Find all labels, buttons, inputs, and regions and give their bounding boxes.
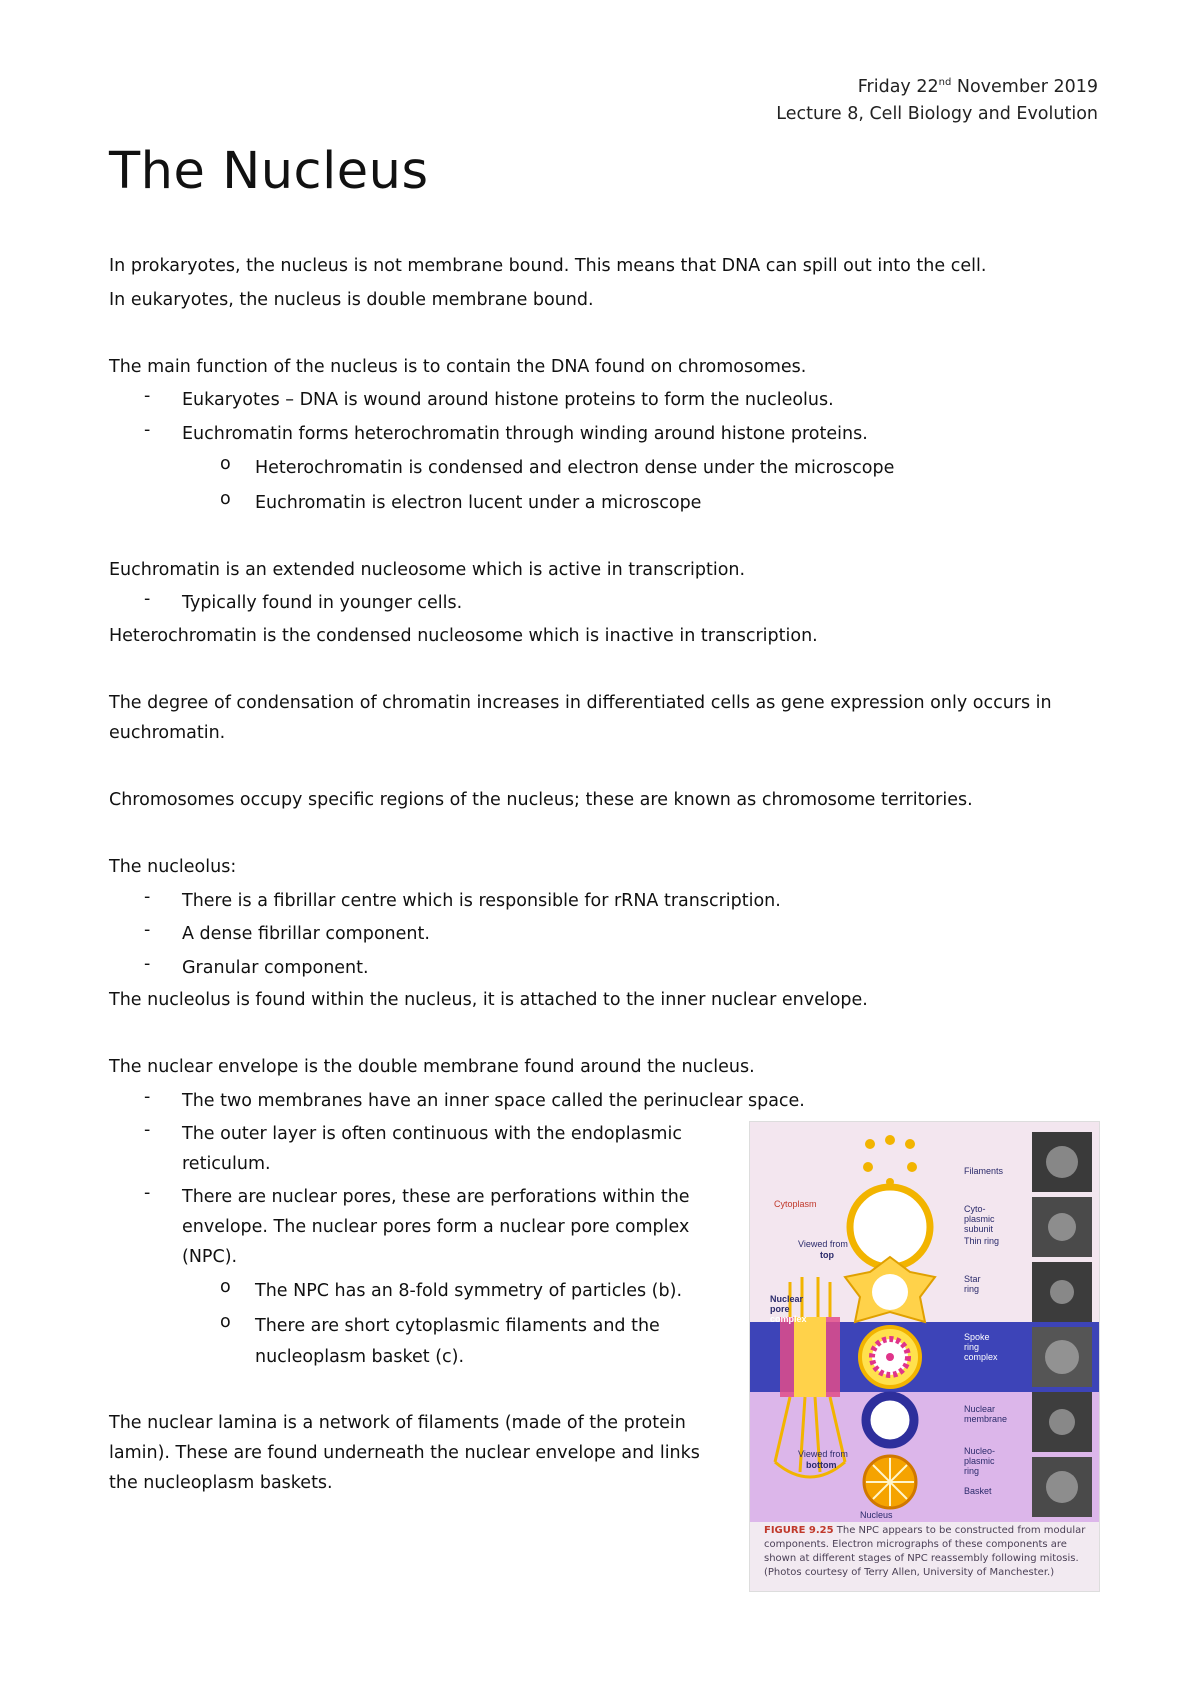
svg-text:membrane: membrane xyxy=(964,1414,1008,1424)
svg-text:ring: ring xyxy=(964,1466,980,1476)
thin-ring xyxy=(850,1187,930,1267)
header-date: Friday 22nd November 2019 xyxy=(857,77,1098,97)
figure-caption-label: FIGURE 9.25 xyxy=(764,1525,834,1536)
svg-text:complex: complex xyxy=(770,1314,807,1324)
dash-bullet-marker: - xyxy=(144,386,151,406)
dash-bullet-marker: - xyxy=(144,1087,151,1107)
dash-bullet-marker: - xyxy=(144,420,151,440)
star-ring-hole xyxy=(872,1274,908,1310)
label-viewed-top-2: top xyxy=(820,1250,834,1260)
svg-text:Nucleus: Nucleus xyxy=(860,1510,893,1520)
paragraph-line: The nuclear envelope is the double membrane found around the nucleus. xyxy=(109,1057,755,1077)
dash-bullet-marker: - xyxy=(144,1183,151,1203)
spoke-ring-center xyxy=(886,1353,894,1361)
paragraph-line: lamin). These are found underneath the nuclear envelope and links xyxy=(109,1443,700,1463)
dash-bullet-marker: - xyxy=(144,954,151,974)
label-viewed-top: Viewed from xyxy=(798,1239,848,1249)
paragraph-line: euchromatin. xyxy=(109,723,226,743)
circle-bullet-marker: o xyxy=(220,1277,231,1297)
figure-caption-text: The NPC appears to be constructed from modular components. Electron micrographs of these components are shown at different stages of NPC reassembly following mitosis. (Photos courtesy of Terry Allen, University of Manchester.) xyxy=(764,1525,1086,1578)
bullet-item: Eukaryotes – DNA is wound around histone proteins to form the nucleolus. xyxy=(182,390,834,410)
bullet-item: The outer layer is often continuous with the endoplasmic xyxy=(182,1124,682,1144)
paragraph-line: The nuclear lamina is a network of filaments (made of the protein xyxy=(109,1413,686,1433)
circle-bullet-marker: o xyxy=(220,1312,231,1332)
label-cytoplasm: Cytoplasm xyxy=(774,1199,817,1209)
circle-bullet-marker: o xyxy=(220,454,231,474)
header-date-block xyxy=(776,74,1098,128)
svg-text:Thin ring: Thin ring xyxy=(964,1236,1000,1246)
circle-bullet-marker: o xyxy=(220,489,231,509)
svg-text:Basket: Basket xyxy=(964,1486,992,1496)
paragraph-line: Chromosomes occupy specific regions of the nucleus; these are known as chromosome territories. xyxy=(109,790,973,810)
svg-text:plasmic: plasmic xyxy=(964,1214,995,1224)
header-lecture: Lecture 8, Cell Biology and Evolution xyxy=(776,104,1098,124)
paragraph-line: Heterochromatin is the condensed nucleosome which is inactive in transcription. xyxy=(109,626,818,646)
bullet-item: There is a fibrillar centre which is responsible for rRNA transcription. xyxy=(182,891,781,911)
svg-text:complex: complex xyxy=(964,1352,998,1362)
bullet-item-continuation: (NPC). xyxy=(182,1247,238,1267)
basket-spokes xyxy=(866,1458,914,1506)
svg-text:Spoke: Spoke xyxy=(964,1332,990,1342)
paragraph-line: In prokaryotes, the nucleus is not membrane bound. This means that DNA can spill out into the cell. xyxy=(109,256,987,276)
svg-text:plasmic: plasmic xyxy=(964,1456,995,1466)
membrane-ring xyxy=(866,1396,914,1444)
sub-bullet-item: There are short cytoplasmic filaments and the xyxy=(255,1316,660,1336)
svg-text:Cyto-: Cyto- xyxy=(964,1204,986,1214)
paragraph-line: In eukaryotes, the nucleus is double membrane bound. xyxy=(109,290,594,310)
figure-labels xyxy=(774,1199,817,1209)
paragraph-line: The degree of condensation of chromatin increases in differentiated cells as gene expression only occurs in xyxy=(109,693,1052,713)
svg-text:Nuclear: Nuclear xyxy=(964,1404,996,1414)
svg-text:Viewed from: Viewed from xyxy=(798,1449,848,1459)
dash-bullet-marker: - xyxy=(144,1120,151,1140)
paragraph-line: the nucleoplasm baskets. xyxy=(109,1473,333,1493)
bullet-item: The two membranes have an inner space called the perinuclear space. xyxy=(182,1091,805,1111)
svg-text:pore: pore xyxy=(770,1304,790,1314)
svg-text:Nuclear: Nuclear xyxy=(770,1294,804,1304)
sub-bullet-item: Heterochromatin is condensed and electron dense under the microscope xyxy=(255,458,895,478)
npc-figure xyxy=(749,1121,1100,1592)
sub-bullet-continuation: nucleoplasm basket (c). xyxy=(255,1347,465,1367)
bullet-item-continuation: reticulum. xyxy=(182,1154,271,1174)
paragraph-line: The nucleolus is found within the nucleus, it is attached to the inner nuclear envelope. xyxy=(109,990,868,1010)
dash-bullet-marker: - xyxy=(144,920,151,940)
bullet-item: There are nuclear pores, these are perforations within the xyxy=(182,1187,690,1207)
svg-text:ring: ring xyxy=(964,1342,980,1352)
page-title: The Nucleus xyxy=(109,142,429,201)
figure-caption xyxy=(764,1524,1086,1580)
svg-text:subunit: subunit xyxy=(964,1224,994,1234)
paragraph-line: Euchromatin is an extended nucleosome which is active in transcription. xyxy=(109,560,746,580)
svg-text:Filaments: Filaments xyxy=(964,1166,1004,1176)
sub-bullet-item: Euchromatin is electron lucent under a microscope xyxy=(255,493,702,513)
bullet-item: Granular component. xyxy=(182,958,369,978)
npc-diagram xyxy=(750,1122,1099,1522)
svg-text:Nucleo-: Nucleo- xyxy=(964,1446,996,1456)
paragraph-line: The nucleolus: xyxy=(109,857,237,877)
dash-bullet-marker: - xyxy=(144,887,151,907)
svg-text:Star: Star xyxy=(964,1274,981,1284)
dash-bullet-marker: - xyxy=(144,589,151,609)
bullet-item: Typically found in younger cells. xyxy=(182,593,463,613)
bullet-item: A dense fibrillar component. xyxy=(182,924,430,944)
svg-text:bottom: bottom xyxy=(806,1460,837,1470)
bullet-item-continuation: envelope. The nuclear pores form a nuclear pore complex xyxy=(182,1217,690,1237)
bullet-item: Euchromatin forms heterochromatin through winding around histone proteins. xyxy=(182,424,868,444)
paragraph-line: The main function of the nucleus is to contain the DNA found on chromosomes. xyxy=(109,357,807,377)
svg-text:ring: ring xyxy=(964,1284,980,1294)
sub-bullet-item: The NPC has an 8-fold symmetry of particles (b). xyxy=(255,1281,683,1301)
